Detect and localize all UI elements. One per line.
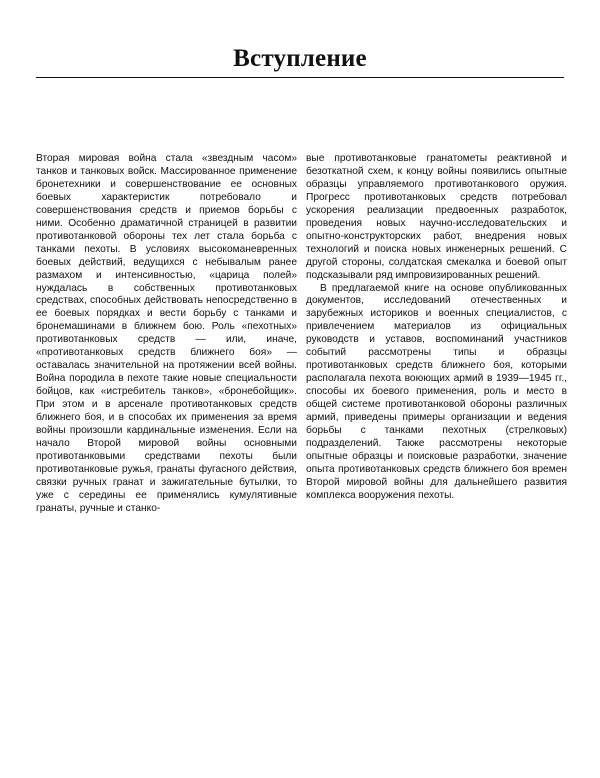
- right-paragraph-1: вые противотанковые гранатометы реактивной и безоткатной схем, к концу войны появились опытные образцы управляемого противотанкового оружия. Прогресс противотанковых средств потребовал ускорения реализации предвоенных разработок, проведения новых научно-исследовательских и опытно-конструкторских работ, внедрения новых технологий и поиска новых инженерных решений. С другой стороны, солдатская смекалка и боевой опыт подсказывали ряд импровизированных решений.: [306, 153, 567, 281]
- right-paragraph-2: В предлагаемой книге на основе опубликованных документов, исследований отечественных и зарубежных историков и военных специалистов, с привлечением материалов из официальных руководств и уставов, воспоминаний участников событий рассмотрены типы и образцы противотанковых средств ближнего боя, которыми располагала пехота воюющих армий в 1939—1945 гг., способы их боевого применения, роль и место в общей системе противотанковой обороны различных армий, приведены примеры организации и ведения борьбы с танками пехотных (стрелковых) подразделений. Также рассмотрены некоторые опытные образцы и поисковые разработки, значение опыта противотанковых средств ближнего боя времен Второй мировой войны для дальнейшего развития комплекса вооружения пехоты.: [306, 282, 567, 501]
- right-column: [306, 153, 567, 503]
- page-title: Вступление: [233, 45, 367, 72]
- title-underline: [36, 77, 564, 78]
- left-column: [36, 153, 297, 516]
- left-paragraph-1: Вторая мировая война стала «звездным часом» танков и танковых войск. Массированное применение бронетехники и совершенствование ее основных боевых характеристик потребовало и совершенствования средств и приемов борьбы с ними. Особенно драматичной страницей в развитии противотанковой обороны тех лет стала борьба с танками пехоты. В условиях высокоманевренных боевых действий, ведущихся с небывалым ранее размахом и интенсивностью, «царица полей» нуждалась в собственных противотанковых средствах, способных действовать непосредственно в ее боевых порядках и вести борьбу с танками и бронемашинами в ближнем бою. Роль «пехотных» противотанковых средств — или, иначе, «противотанковых средств ближнего боя» — оставалась значительной на протяжении всей войны. Война породила в пехоте такие новые специальности бойцов, как «истребитель танков», «бронебойщик». При этом и в арсенале противотанковых средств ближнего боя, и в способах их применения за время войны произошли кардинальные изменения. Если на начало Второй мировой войны основными противотанковыми средствами пехоты были противотанковые ружья, гранаты фугасного действия, связки ручных гранат и зажигательные бутылки, то уже с середины ее применялись кумулятивные гранаты, ручные и станко-: [36, 153, 297, 514]
